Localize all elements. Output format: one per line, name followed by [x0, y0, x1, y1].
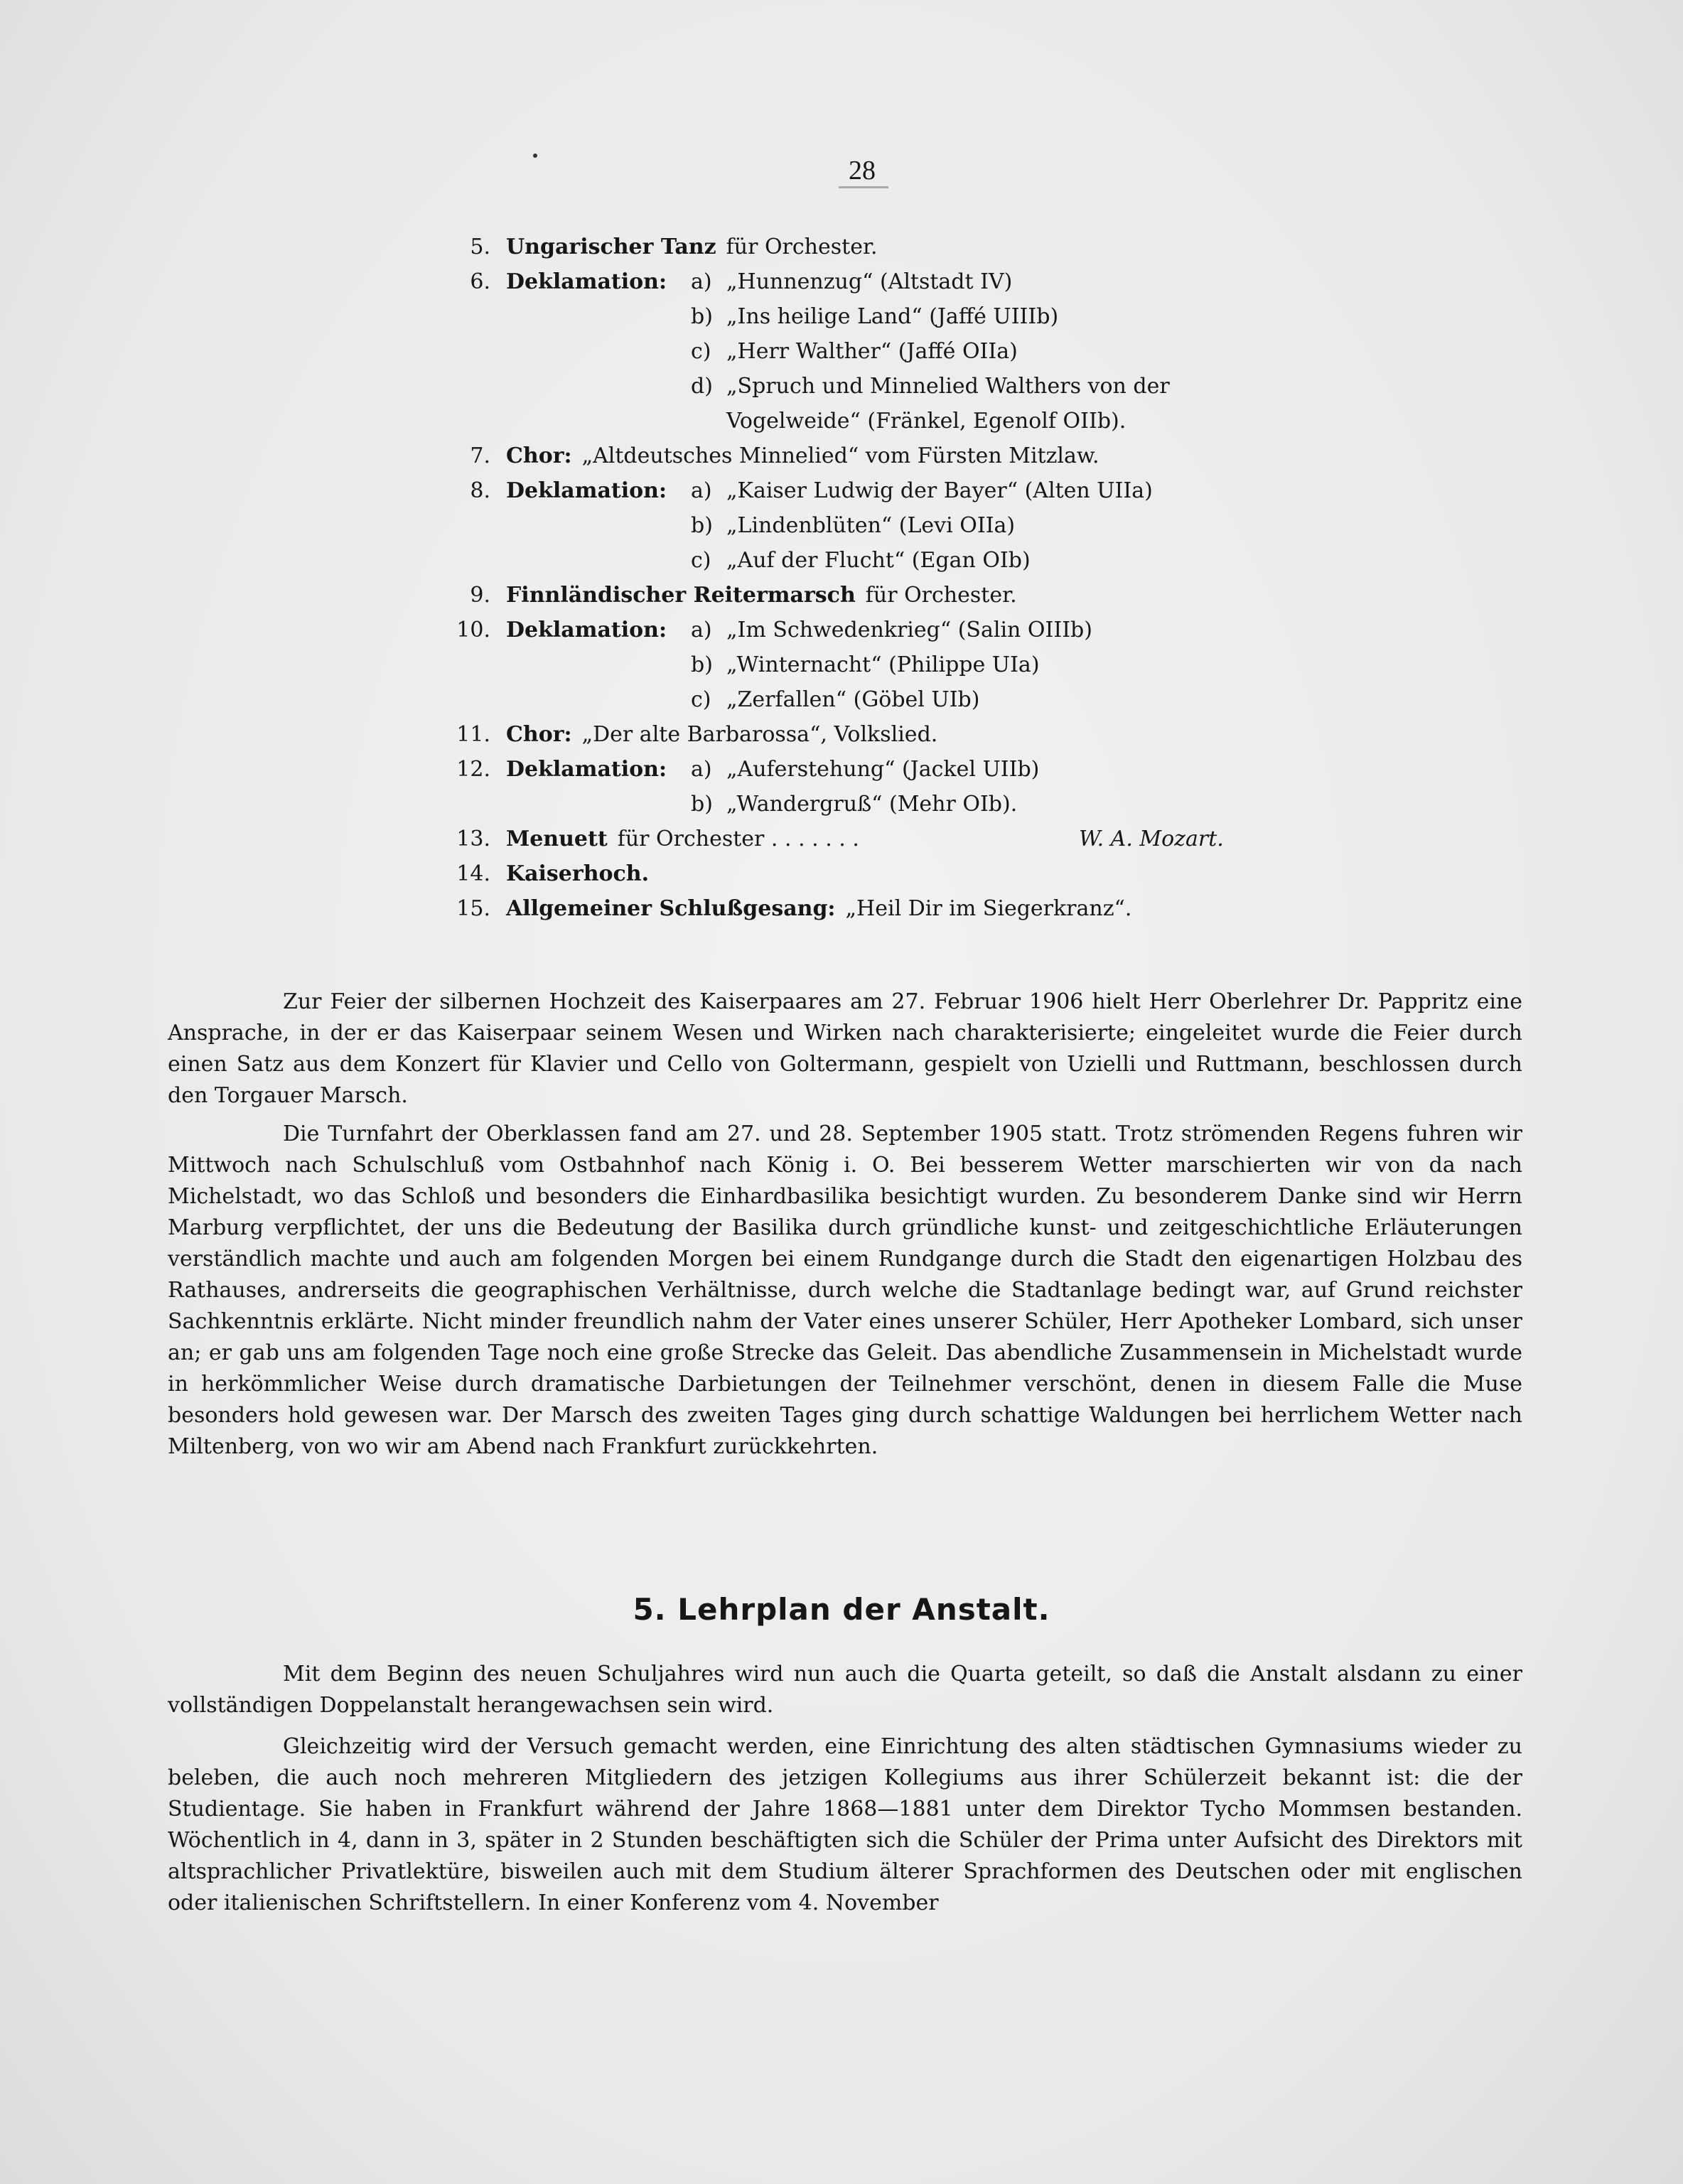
- program-row: [0, 682, 1683, 719]
- program-row: [0, 298, 1683, 335]
- program-entry: „Auferstehung“ (Jackel UIIb): [726, 757, 1040, 782]
- program-row: [0, 577, 1683, 614]
- program-sub-letter: a): [691, 757, 712, 782]
- program-sub-letter: a): [691, 269, 712, 294]
- program-number: 7.: [470, 443, 490, 468]
- program-sub-letter: b): [691, 304, 713, 329]
- program-row: [0, 612, 1683, 649]
- program-entry: „Auf der Flucht“ (Egan OIb): [726, 548, 1031, 573]
- program-sub-letter: a): [691, 478, 712, 503]
- program-number: 13.: [456, 827, 490, 851]
- program-tail: „Altdeutsches Minnelied“ vom Fürsten Mitzlaw.: [581, 443, 1099, 468]
- program-row: [0, 473, 1683, 510]
- program-number: 12.: [456, 757, 490, 782]
- program-number: 11.: [456, 722, 490, 747]
- program-number: 5.: [470, 235, 490, 259]
- program-sub-letter: a): [691, 618, 712, 642]
- page-number-rule: [839, 186, 888, 188]
- program-row: [0, 403, 1683, 440]
- program-title: Menuett: [506, 827, 608, 851]
- program-tail: „Heil Dir im Siegerkranz“.: [845, 896, 1132, 921]
- program-title: Kaiserhoch.: [506, 861, 650, 886]
- program-title: Allgemeiner Schlußgesang:: [506, 896, 836, 921]
- program-row: [0, 751, 1683, 788]
- program-entry: „Wandergruß“ (Mehr OIb).: [726, 792, 1018, 817]
- program-sub-letter: c): [691, 548, 711, 573]
- program-composer: W. A. Mozart.: [1079, 827, 1224, 851]
- program-row: [0, 368, 1683, 405]
- program-sub-letter: c): [691, 339, 711, 364]
- program-row: [0, 229, 1683, 266]
- program-number: 6.: [470, 269, 490, 294]
- program-sub-letter: d): [691, 374, 713, 399]
- program-row: [0, 786, 1683, 823]
- program-title: Deklamation:: [506, 618, 667, 642]
- paragraph-turnfahrt: Die Turnfahrt der Oberklassen fand am 27. und 28. September 1905 statt. Trotz strömenden Regens fuhren wir Mittwoch nach Schulschluß vom Ostbahnhof nach König i. O. Bei besserem Wetter marschierten wir von da nach Michelstadt, wo das Schloß und besonders die Einhardbasilika besichtigt wurden. Zu besonderem Danke sind wir Herrn Marburg verpflichtet, der uns die Bedeutung der Basilika durch gründliche kunst- und zeitgeschichtliche Erläuterungen verständlich machte und auch am folgenden Morgen bei einem Rundgange durch die Stadt den eigenartigen Holzbau des Rathauses, andrerseits die geographischen Verhältnisse, durch welche die Stadtanlage bedingt war, auf Grund reichster Sachkenntnis erklärte. Nicht minder freundlich nahm der Vater eines unserer Schüler, Herr Apotheker Lombard, sich unser an; er gab uns am folgenden Tage noch eine große Strecke das Geleit. Das abendliche Zusammensein in Michelstadt wurde in herkömmlicher Weise durch dramatische Darbietungen der Teilnehmer verschönt, denen in diesem Falle die Muse besonders hold gewesen war. Der Marsch des zweiten Tages ging durch schattige Waldungen bei herrlichem Wetter nach Miltenberg, von wo wir am Abend nach Frankfurt zurückkehrten.: [168, 1121, 1522, 1459]
- program-entry: „Kaiser Ludwig der Bayer“ (Alten UIIa): [726, 478, 1153, 503]
- program-number: 9.: [470, 583, 490, 608]
- program-entry: „Zerfallen“ (Göbel UIb): [726, 687, 980, 712]
- paragraph-quarta: Mit dem Beginn des neuen Schuljahres wird nun auch die Quarta geteilt, so daß die Anstalt alsdann zu einer vollständigen Doppelanstalt herangewachsen sein wird.: [168, 1662, 1522, 1718]
- program-tail: für Orchester.: [726, 235, 878, 259]
- program-title: Chor:: [506, 722, 572, 747]
- program-number: 15.: [456, 896, 490, 921]
- program-title: Chor:: [506, 443, 572, 468]
- program-row: [0, 264, 1683, 301]
- program-sub-letter: c): [691, 687, 711, 712]
- program-row: [0, 856, 1683, 893]
- body-text-block-1: [168, 986, 1522, 1463]
- program-title: Ungarischer Tanz: [506, 235, 716, 259]
- program-tail: „Der alte Barbarossa“, Volkslied.: [581, 722, 938, 747]
- program-entry: „Lindenblüten“ (Levi OIIa): [726, 513, 1016, 538]
- program-entry: „Im Schwedenkrieg“ (Salin OIIIb): [726, 618, 1092, 642]
- program-row: [0, 821, 1683, 858]
- program-title: Deklamation:: [506, 478, 667, 503]
- program-sub-letter: b): [691, 792, 713, 817]
- program-tail: für Orchester . . . . . . .: [617, 827, 859, 851]
- program-sub-letter: b): [691, 652, 713, 677]
- section-heading: 5. Lehrplan der Anstalt.: [633, 1592, 1050, 1627]
- program-title: Finnländischer Reitermarsch: [506, 583, 856, 608]
- program-entry: „Ins heilige Land“ (Jaffé UIIIb): [726, 304, 1059, 329]
- program-row: [0, 716, 1683, 753]
- program-row: [0, 333, 1683, 370]
- program-entry: „Herr Walther“ (Jaffé OIIa): [726, 339, 1018, 364]
- program-row: [0, 647, 1683, 684]
- program-entry: „Hunnenzug“ (Altstadt IV): [726, 269, 1013, 294]
- program-sub-letter: b): [691, 513, 713, 538]
- program-row: [0, 542, 1683, 579]
- program-number: 8.: [470, 478, 490, 503]
- paragraph-silver-wedding: Zur Feier der silbernen Hochzeit des Kaiserpaares am 27. Februar 1906 hielt Herr Oberlehrer Dr. Pappritz eine Ansprache, in der er das Kaiserpaar seinem Wesen und Wirken nach charakterisierte; eingeleitet wurde die Feier durch einen Satz aus dem Konzert für Klavier und Cello von Goltermann, gespielt von Uzielli und Ruttmann, beschlossen durch den Torgauer Marsch.: [168, 989, 1522, 1108]
- program-number: 10.: [456, 618, 490, 642]
- program-row: [0, 891, 1683, 927]
- program-title: Deklamation:: [506, 269, 667, 294]
- program-tail: für Orchester.: [865, 583, 1017, 608]
- program-entry: Vogelweide“ (Fränkel, Egenolf OIIb).: [726, 409, 1127, 434]
- program-entry: „Spruch und Minnelied Walthers von der: [726, 374, 1170, 399]
- program-row: [0, 507, 1683, 544]
- program-title: Deklamation:: [506, 757, 667, 782]
- program-number: 14.: [456, 861, 490, 886]
- paragraph-studientage: Gleichzeitig wird der Versuch gemacht werden, eine Einrichtung des alten städtischen Gymnasiums wieder zu beleben, die auch noch mehreren Mitgliedern des jetzigen Kollegiums aus ihrer Schülerzeit bekannt ist: die der Studientage. Sie haben in Frankfurt während der Jahre 1868—1881 unter dem Direktor Tycho Mommsen bestanden. Wöchentlich in 4, dann in 3, später in 2 Stunden beschäftigten sich die Schüler der Prima unter Aufsicht des Direktors mit altsprachlicher Privatlektüre, bisweilen auch mit dem Studium älterer Sprachformen des Deutschen oder mit englischen oder italienischen Schriftstellern. In einer Konferenz vom 4. November: [168, 1734, 1522, 1915]
- program-entry: „Winternacht“ (Philippe UIa): [726, 652, 1040, 677]
- ink-speck: [533, 154, 537, 158]
- body-text-block-2: [168, 1659, 1522, 1919]
- program-row: [0, 438, 1683, 475]
- page-number: 28: [849, 156, 876, 185]
